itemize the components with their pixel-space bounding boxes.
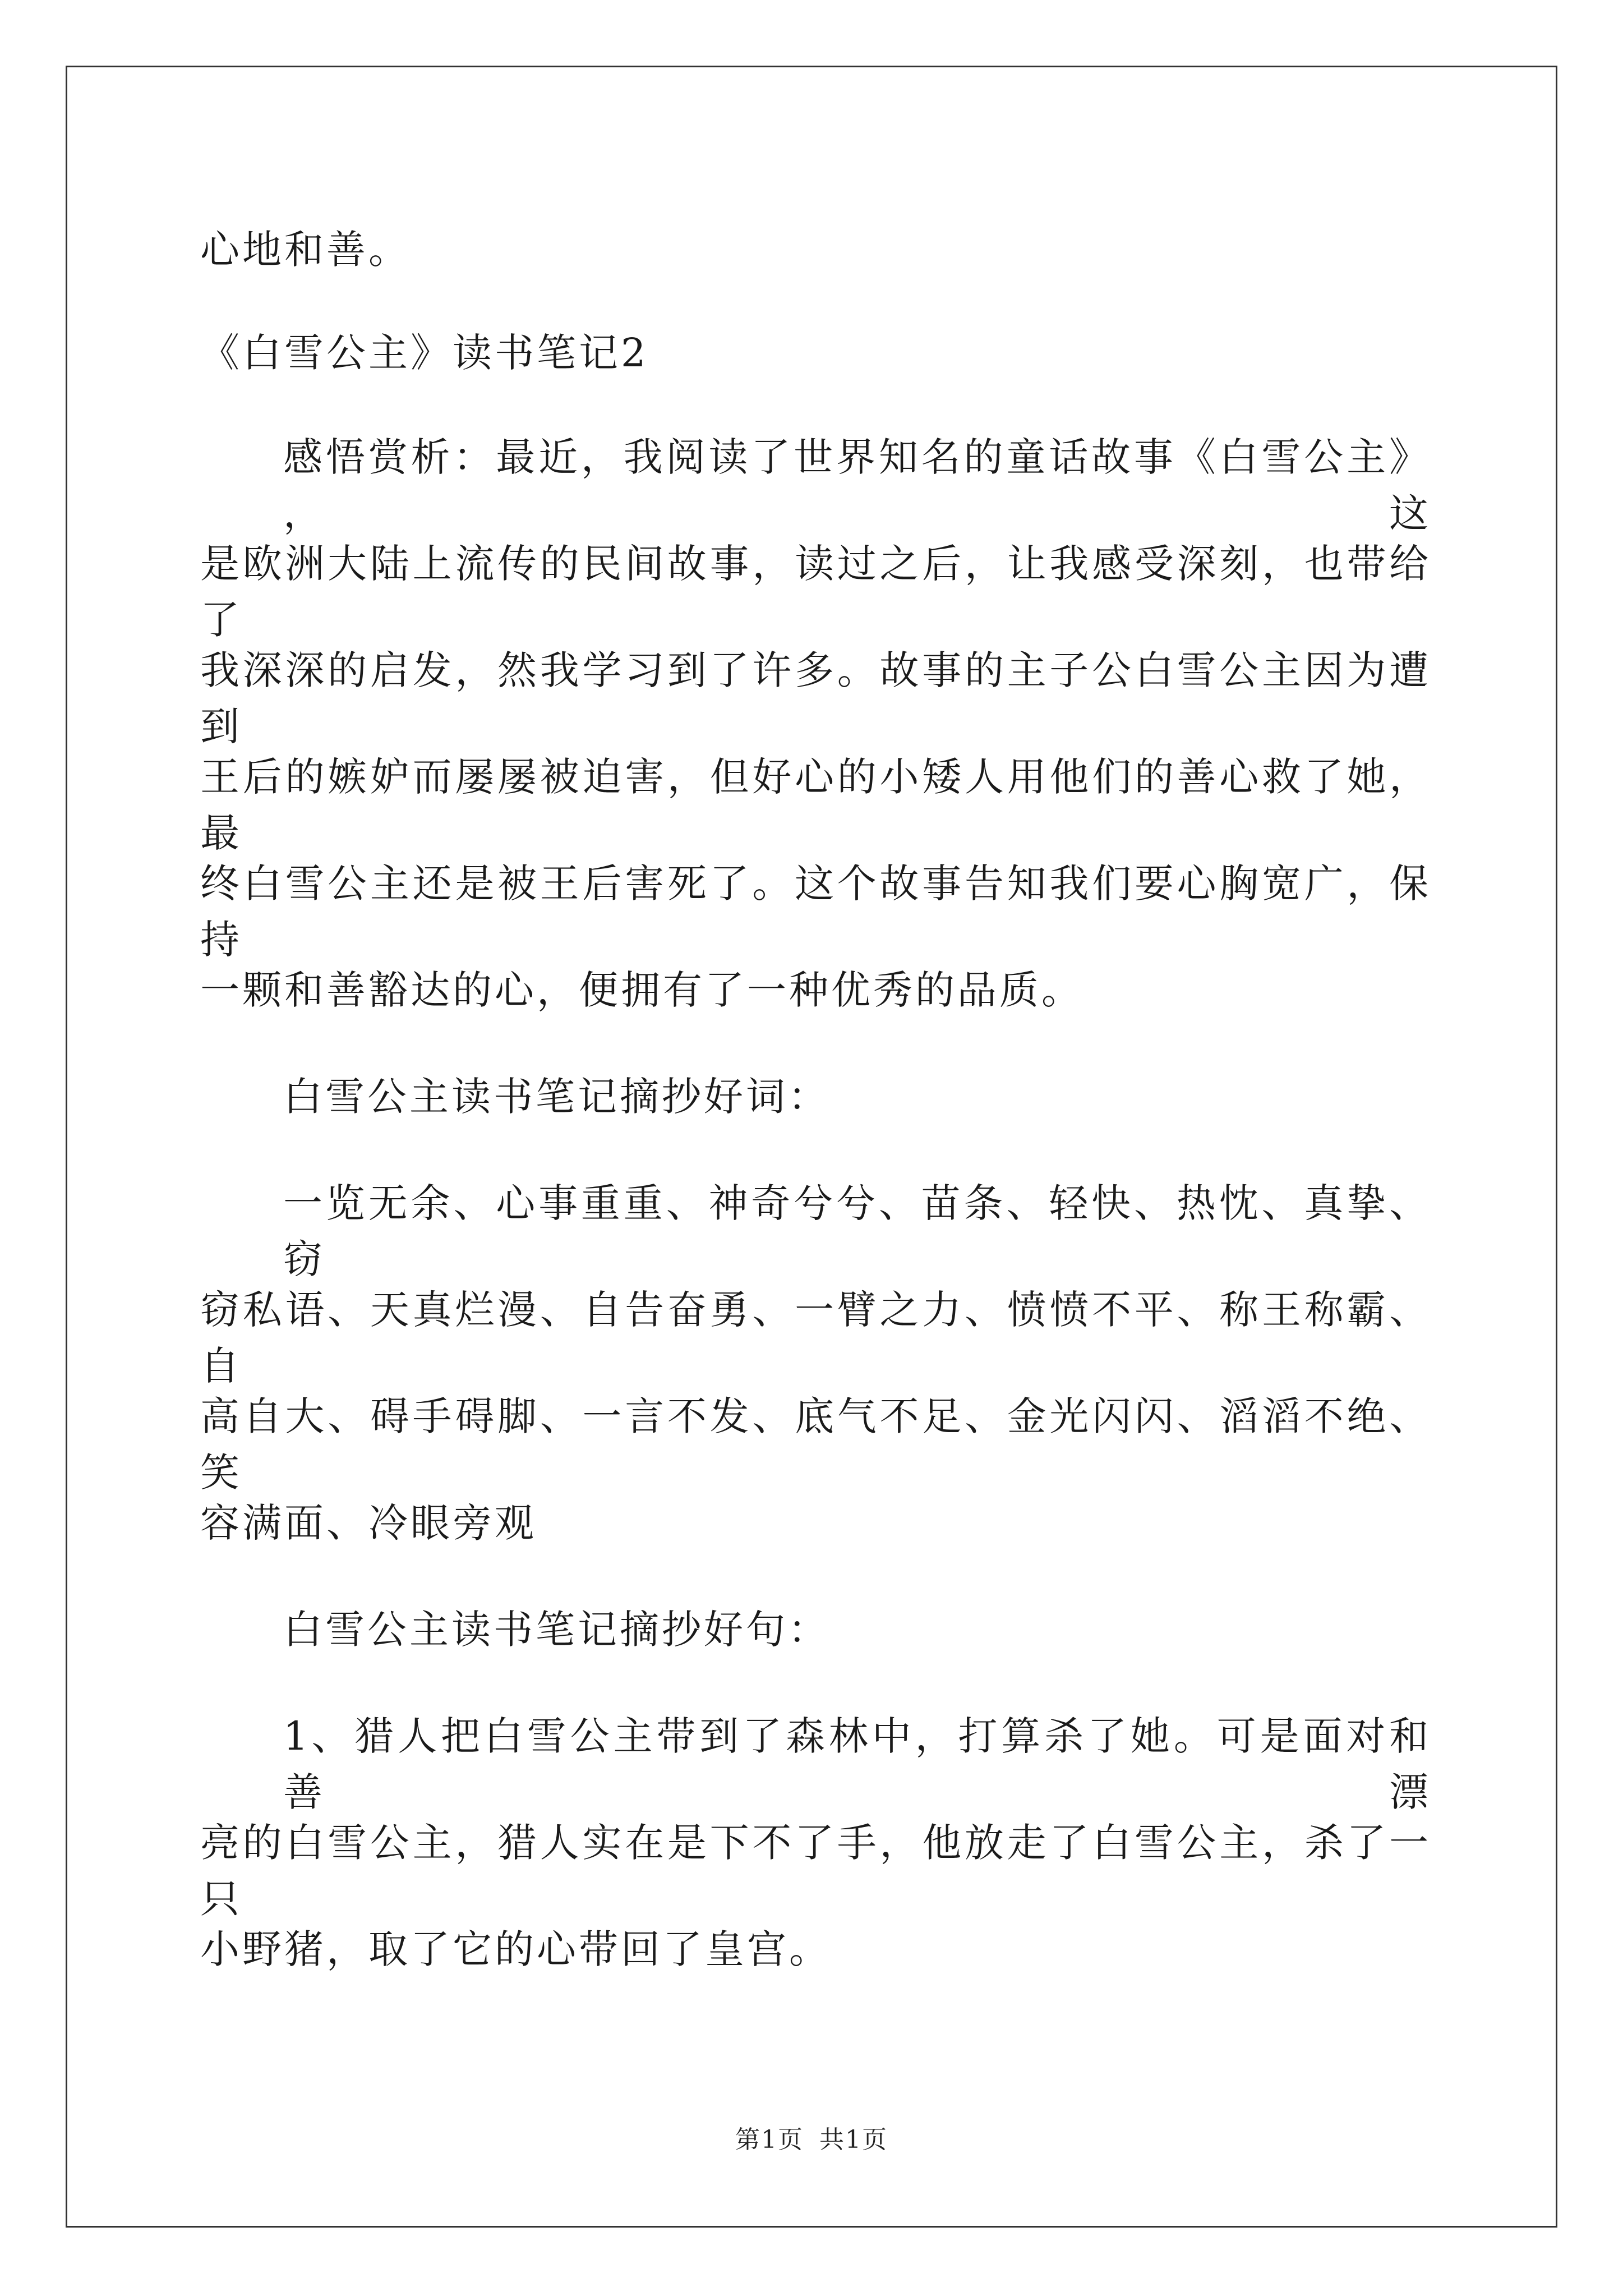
paragraph-line: 容满面、冷眼旁观 xyxy=(200,1500,537,1546)
subheading-words: 白雪公主读书笔记摘抄好词： xyxy=(283,1074,830,1120)
paragraph-line: 一颗和善豁达的心，便拥有了一种优秀的品质。 xyxy=(200,967,1083,1013)
subheading-sentences: 白雪公主读书笔记摘抄好句： xyxy=(283,1607,830,1653)
paragraph-line: 终 白 雪 公 主 还 是 被 王 后 害 死 了 。 这 个 故 事 告 知 我 们 要 心 胸 宽 广 ， 保 持 xyxy=(200,861,1429,963)
paragraph-line: 高 自 大 、 碍 手 碍 脚 、 一 言 不 发 、 底 气 不 足 、 金 光 闪 闪 、 滔 滔 不 绝 、 笑 xyxy=(200,1393,1429,1496)
paragraph-line: 一 览 无 余 、 心 事 重 重 、 神 奇 兮 兮 、 苗 条 、 轻 快 、 热 忱 、 真 挚 、 窃 xyxy=(283,1180,1428,1282)
paragraph-line: 小野猪，取了它的心带回了皇宫。 xyxy=(200,1926,831,1972)
section-heading: 《白雪公主》读书笔记2 xyxy=(200,330,649,376)
paragraph-line: 王 后 的 嫉 妒 而 屡 屡 被 迫 害 ， 但 好 心 的 小 矮 人 用 他 们 的 善 心 救 了 她 ， 最 xyxy=(200,754,1429,856)
paragraph-line: 是 欧 洲 大 陆 上 流 传 的 民 间 故 事 ， 读 过 之 后 ， 让 我 感 受 深 刻 ， 也 带 给 了 xyxy=(200,541,1429,643)
paragraph-line: 我 深 深 的 启 发 ， 然 我 学 习 到 了 许 多 。 故 事 的 主 子 公 白 雪 公 主 因 为 遭 到 xyxy=(200,647,1429,749)
text-line-1: 心地和善。 xyxy=(200,227,411,273)
page-footer xyxy=(0,2123,1623,2157)
paragraph-line: 亮 的 白 雪 公 主 ， 猎 人 实 在 是 下 不 了 手 ， 他 放 走 了 白 雪 公 主 ， 杀 了 一 只 xyxy=(200,1820,1429,1922)
page-border xyxy=(66,66,1557,2228)
paragraph-line: 感 悟 赏 析 ： 最 近 ， 我 阅 读 了 世 界 知 名 的 童 话 故 事 《 白 雪 公 主 》 ， 这 xyxy=(283,434,1428,536)
page-number-current: 第1页 xyxy=(735,2125,804,2154)
paragraph-line: 窃 私 语 、 天 真 烂 漫 、 自 告 奋 勇 、 一 臂 之 力 、 愤 愤 不 平 、 称 王 称 霸 、 自 xyxy=(200,1287,1429,1389)
page-number-total: 共1页 xyxy=(819,2125,888,2154)
paragraph-line: 1 、 猎 人 把 白 雪 公 主 带 到 了 森 林 中 ， 打 算 杀 了 她 。 可 是 面 对 和 善 漂 xyxy=(283,1713,1429,1815)
